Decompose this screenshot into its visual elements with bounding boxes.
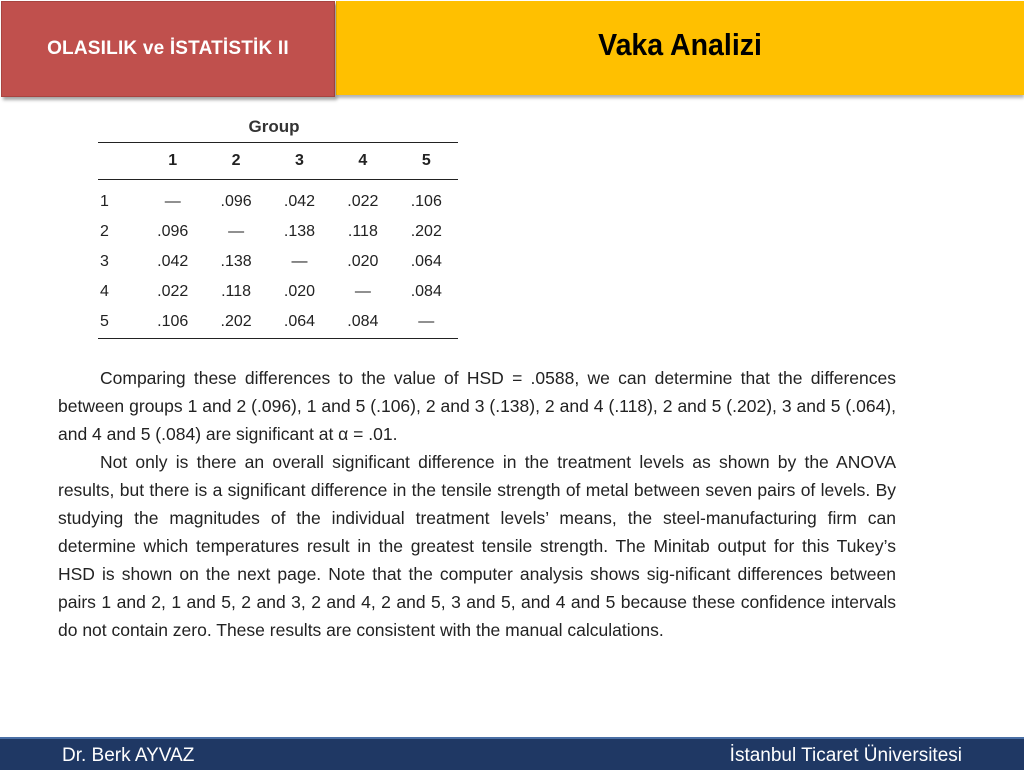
differences-table-section — [98, 112, 458, 339]
row-label: 5 — [98, 307, 141, 339]
footer-institution: İstanbul Ticaret Üniversitesi — [729, 745, 962, 766]
table-cell: — — [395, 307, 458, 339]
differences-table — [98, 142, 458, 339]
table-cell: .138 — [220, 253, 252, 270]
table-cell: — — [354, 283, 371, 300]
table-row — [98, 217, 458, 247]
table-cell: .096 — [220, 193, 252, 210]
table-cell: .020 — [347, 253, 379, 270]
slide-title-box — [336, 1, 1024, 95]
paragraph-hsd-comparison: Comparing these differences to the value of HSD = .0588, we can determine that the differences between groups 1 and 2 (.096), 1 and 5 (.106), 2 and 3 (.138), 2 and 4 (.118), 2 and 5 (.202), 3 and 5 (.064), and 4 and 5 (.084) are significant at α = .01. — [58, 368, 896, 444]
table-row — [98, 180, 458, 218]
column-header: 2 — [204, 143, 267, 180]
table-cell: .020 — [283, 283, 316, 300]
table-cell: .096 — [157, 223, 189, 240]
footer-author: Dr. Berk AYVAZ — [62, 745, 195, 766]
row-label: 3 — [100, 253, 109, 270]
table-row — [98, 247, 458, 277]
table-cell: .084 — [331, 307, 394, 339]
table-cell: .106 — [141, 307, 204, 339]
table-cell: .042 — [283, 193, 316, 210]
table-header-row — [98, 143, 458, 180]
table-cell: — — [291, 253, 308, 270]
group-label: Group — [248, 117, 300, 136]
table-cell: .202 — [204, 307, 267, 339]
body-text — [58, 364, 896, 644]
table-cell: .064 — [268, 307, 331, 339]
row-label: 2 — [100, 223, 109, 240]
slide-title: Vaka Analizi — [598, 27, 763, 62]
column-header: 4 — [331, 143, 394, 180]
column-header: 5 — [395, 143, 458, 180]
table-cell: .118 — [347, 223, 378, 240]
table-cell: — — [164, 193, 181, 210]
table-cell: .118 — [221, 283, 252, 300]
table-cell: .022 — [347, 193, 379, 210]
table-row — [98, 307, 458, 339]
course-title: OLASILIK ve İSTATİSTİK II — [47, 38, 289, 59]
row-label: 4 — [100, 283, 109, 300]
table-cell: .202 — [410, 223, 442, 240]
column-header: 3 — [268, 143, 331, 180]
paragraph-interpretation: Not only is there an overall significant difference in the treatment levels as shown by the ANOVA results, but there is a significant difference in the tensile strength of metal between seven pairs of levels. By studying the magnitudes of the individual treatment levels’ means, the steel-manufacturing firm can determine which temperatures result in the greatest tensile strength. The Minitab output for this Tukey’s HSD is shown on the next page. Note that the computer analysis shows sig-nificant differences between pairs 1 and 2, 1 and 5, 2 and 3, 2 and 4, 2 and 5, 3 and 5, and 4 and 5 because these confidence intervals do not contain zero. These results are consistent with the manual calculations. — [58, 452, 896, 640]
table-cell: .084 — [410, 283, 442, 300]
footer-bar — [0, 737, 1024, 770]
table-cell: — — [228, 223, 245, 240]
table-cell: .138 — [283, 223, 316, 240]
table-cell: .106 — [410, 193, 442, 210]
column-header: 1 — [141, 143, 204, 180]
header-corner-cell — [98, 143, 141, 180]
table-cell: .064 — [410, 253, 442, 270]
row-label: 1 — [100, 193, 109, 210]
table-cell: .022 — [157, 283, 189, 300]
table-row — [98, 277, 458, 307]
course-title-box — [1, 1, 335, 97]
table-cell: .042 — [157, 253, 189, 270]
